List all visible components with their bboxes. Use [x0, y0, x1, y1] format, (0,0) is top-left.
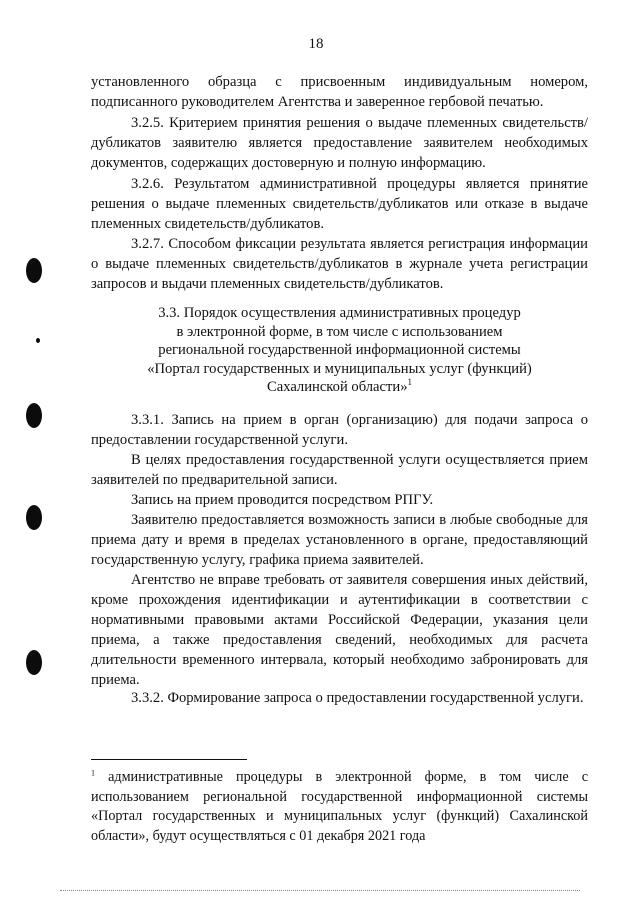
punch-hole-mark	[36, 338, 40, 343]
paragraph-continuation: установленного образца с присвоенным индивидуальным номером, подписанного руководителем Агентства и заверенное гербовой печатью.	[91, 74, 588, 110]
paragraph-3-2-5: 3.2.5. Критерием принятия решения о выдаче племенных свидетельств/дубликатов заявителю является предоставление заявителем необходимых документов, содержащих достоверную и полную информацию.	[91, 115, 588, 171]
paragraph-3-3-2: 3.3.2. Формирование запроса о предоставлении государственной услуги.	[131, 690, 584, 706]
paragraph-3-2-7: 3.2.7. Способом фиксации результата является регистрация информации о выдаче племенных свидетельств/дубликатов в журнале учета регистрации запросов и выдачи племенных свидетельств/дубликатов.	[91, 236, 588, 292]
heading-line: 3.3. Порядок осуществления административных процедур	[158, 305, 521, 321]
paragraph-agency-restrictions: Агентство не вправе требовать от заявителя совершения иных действий, кроме прохождения идентификации и аутентификации в соответствии с нормативными правовыми актами Российской Федерации, указания цели приема, а также предоставления сведений, необходимых для расчета длительности временного интервала, который необходимо забронировать для приема.	[91, 572, 588, 688]
footnote-separator	[91, 759, 247, 760]
heading-line: «Портал государственных и муниципальных услуг (функций)	[147, 360, 532, 377]
scan-edge-line	[60, 890, 580, 891]
footnote-text: административные процедуры в электронной форме, в том числе с использованием региональной государственной информационной системы «Портал государственных и муниципальных услуг (функций) Сахалинской области», будут осуществляться с 01 декабря 2021 года	[91, 769, 589, 844]
punch-hole-mark	[26, 403, 42, 428]
footnote-reference[interactable]: 1	[407, 377, 412, 388]
paragraph-appointment-intro: В целях предоставления государственной услуги осуществляется прием заявителей по предварительной записи.	[91, 452, 588, 488]
paragraph-3-3-1: 3.3.1. Запись на прием в орган (организацию) для подачи запроса о предоставлении государственной услуги.	[91, 412, 588, 448]
heading-line: региональной государственной информационной системы	[158, 342, 521, 358]
footnote-marker: 1	[91, 768, 95, 778]
footnote	[91, 768, 588, 846]
heading-line-text: Сахалинской области»	[267, 379, 408, 395]
paragraph-3-2-6: 3.2.6. Результатом административной процедуры является принятие решения о выдаче племенных свидетельств/дубликатов или отказе в выдаче племенных свидетельств/дубликатов.	[91, 176, 588, 232]
section-heading	[91, 304, 588, 397]
punch-hole-mark	[26, 650, 42, 675]
paragraph-rpgu: Запись на прием проводится посредством РПГУ.	[131, 492, 434, 508]
punch-hole-mark	[26, 505, 42, 530]
heading-line	[91, 378, 588, 397]
page-number: 18	[308, 36, 324, 52]
heading-line: в электронной форме, в том числе с использованием	[176, 323, 503, 340]
punch-hole-mark	[26, 258, 42, 283]
paragraph-booking-options: Заявителю предоставляется возможность записи в любые свободные для приема дату и время в пределах установленного в органе, предоставляющий государственную услугу, графика приема заявителей.	[91, 512, 588, 568]
